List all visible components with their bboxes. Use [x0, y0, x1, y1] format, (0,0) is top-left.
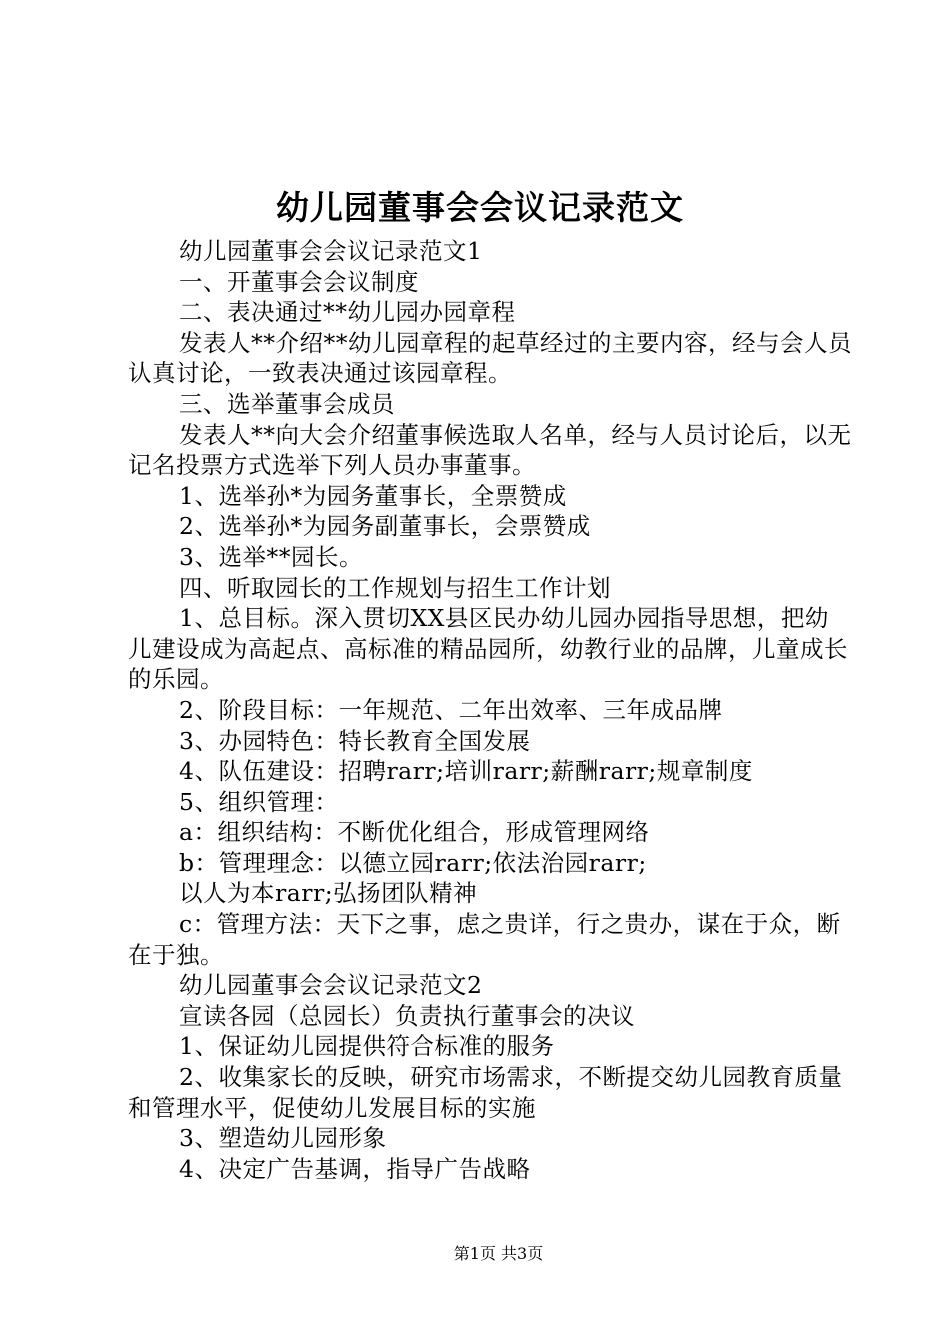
paragraph: 发表人**向大会介绍董事候选取人名单，经与人员讨论后，以无记名投票方式选举下列人员办事董事。 [128, 420, 852, 480]
paragraph: 2、选举孙*为园务副董事长，会票赞成 [179, 512, 591, 541]
document-title: 幼儿园董事会会议记录范文 [276, 188, 684, 227]
paragraph: b：管理理念：以德立园rarr;依法治园rarr; [179, 848, 647, 877]
paragraph: 4、决定广告基调，指导广告战略 [179, 1154, 531, 1183]
paragraph: 5、组织管理： [179, 787, 339, 816]
paragraph: a：组织结构：不断优化组合，形成管理网络 [179, 818, 650, 847]
paragraph: 1、总目标。深入贯切XX县区民办幼儿园办园指导思想，把幼儿建设成为高起点、高标准的精品园所，幼教行业的品牌，儿童成长的乐园。 [128, 604, 848, 694]
paragraph: 幼儿园董事会会议记录范文1 [179, 237, 483, 265]
paragraph: 二、表决通过**幼儿园办园章程 [179, 298, 516, 327]
paragraph: 3、塑造幼儿园形象 [179, 1124, 387, 1153]
paragraph: 幼儿园董事会会议记录范文2 [179, 971, 483, 1000]
paragraph: 宣读各园（总园长）负责执行董事会的决议 [179, 1001, 635, 1030]
paragraph: 四、听取园长的工作规划与招生工作计划 [179, 573, 611, 602]
document-body [128, 236, 852, 1184]
paragraph: 发表人**介绍**幼儿园章程的起草经过的主要内容，经与会人员认真讨论，一致表决通过该园章程。 [128, 328, 852, 388]
paragraph: 3、办园特色：特长教育全国发展 [179, 726, 531, 755]
paragraph: 2、收集家长的反映，研究市场需求，不断提交幼儿园教育质量和管理水平，促使幼儿发展目标的实施 [128, 1063, 843, 1122]
paragraph: 2、阶段目标：一年规范、二年出效率、三年成品牌 [179, 695, 723, 724]
paragraph: 三、选举董事会成员 [179, 389, 395, 418]
paragraph: 一、开董事会会议制度 [179, 267, 419, 296]
paragraph: 3、选举**园长。 [179, 542, 363, 571]
paragraph: 1、选举孙*为园务董事长，全票赞成 [179, 481, 567, 510]
page-number-footer: 第1页 共3页 [453, 1244, 544, 1263]
paragraph: c：管理方法：天下之事，虑之贵详，行之贵办，谋在于众，断在于独。 [128, 910, 841, 969]
paragraph: 1、保证幼儿园提供符合标准的服务 [179, 1032, 555, 1061]
paragraph: 以人为本rarr;弘扬团队精神 [179, 879, 478, 908]
paragraph: 4、队伍建设：招聘rarr;培训rarr;薪酬rarr;规章制度 [179, 757, 753, 786]
